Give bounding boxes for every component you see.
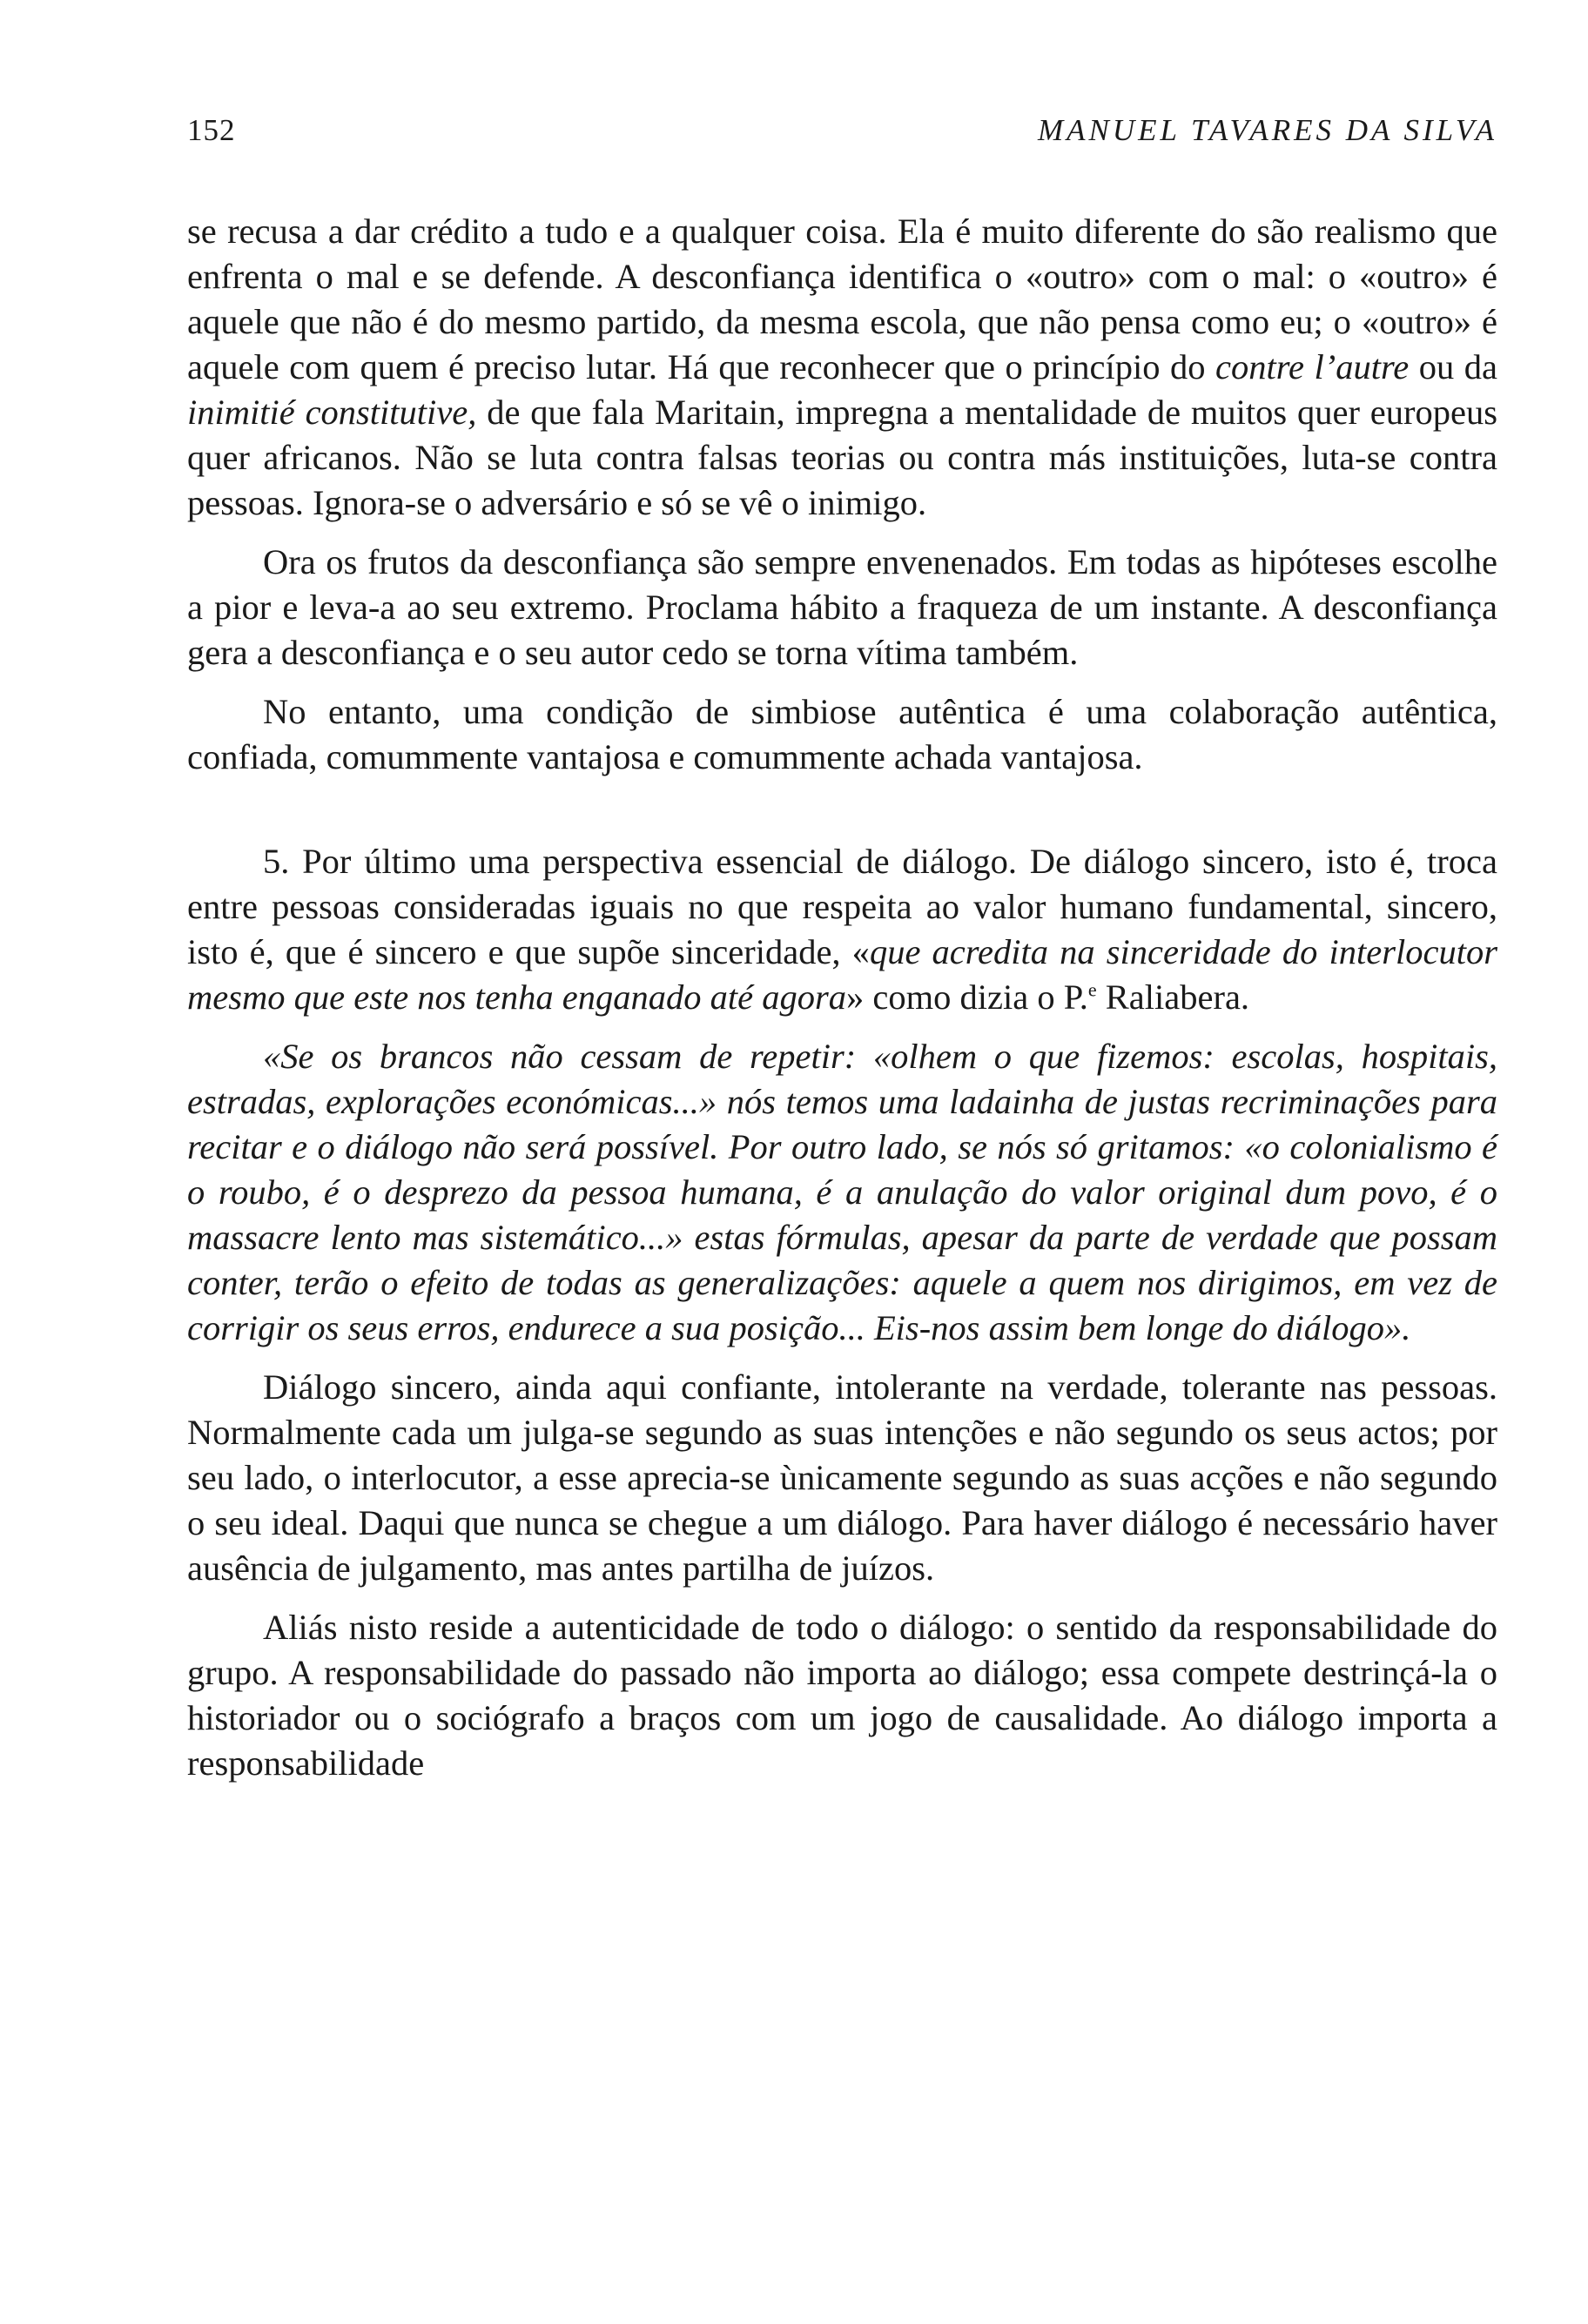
paragraph <box>187 209 1497 526</box>
text-run: de que fala Maritain, impregna a mentalidade de muitos quer europeus quer africanos. Não se luta contra falsas teorias ou contra más instituições, luta-se contra pessoas. Ignora-se o adversário e só se vê o inimigo. <box>187 393 1497 522</box>
italic-text: inimitié constitutive, <box>187 393 477 432</box>
italic-text: contre l’autre <box>1215 347 1410 386</box>
paragraph <box>187 689 1497 780</box>
paragraph <box>187 839 1497 1020</box>
body-text <box>187 209 1497 1800</box>
text-run: ou da <box>1409 347 1497 386</box>
italic-text: que acredita na sinceridade do interlocutor mesmo que este nos tenha enganado até agora <box>187 932 1497 1017</box>
paragraph <box>187 1365 1497 1591</box>
paragraph <box>187 1605 1497 1786</box>
text-run: Ora os frutos da desconfiança são sempre envenenados. Em todas as hipóteses escolhe a pior e leva-a ao seu extremo. Proclama hábito a fraqueza de um instante. A desconfiança gera a desconfiança e o seu autor cedo se torna vítima também. <box>187 542 1497 672</box>
text-run: Aliás nisto reside a autenticidade de todo o diálogo: o sentido da responsabilidade do grupo. A responsabilidade do passado não importa ao diálogo; essa compete destrinçá-la o historiador ou o sociógrafo a braços com um jogo de causalidade. Ao diálogo importa a responsabilidade <box>187 1608 1497 1783</box>
text-run: » como dizia o P. <box>846 977 1088 1017</box>
paragraph <box>187 540 1497 675</box>
running-head <box>187 113 1497 157</box>
paragraph <box>187 1034 1497 1351</box>
italic-text: «Se os brancos não cessam de repetir: «olhem o que fizemos: escolas, hospitais, estradas, explorações económicas...» nós temos uma ladainha de justas recriminações para recitar e o diálogo não será possível. Por outro lado, se nós só gritamos: «o colonialismo é o roubo, é o desprezo da pessoa humana, é a anulação do valor original dum povo, é o massacre lento mas sistemático...» estas fórmulas, apesar da parte de verdade que possam conter, terão o efeito de todas as generalizações: aquele a quem nos dirigimos, em vez de corrigir os seus erros, endurece a sua posição... Eis-nos assim bem longe do diálogo». <box>187 1037 1497 1347</box>
text-run: Raliabera. <box>1096 977 1250 1017</box>
superscript: e <box>1087 978 1097 1001</box>
text-run: No entanto, uma condição de simbiose autêntica é uma colaboração autêntica, confiada, comummente vantajosa e comummente achada vantajosa. <box>187 692 1497 776</box>
text-run: se recusa a dar crédito a tudo e a qualquer coisa. Ela é muito diferente do são realismo que enfrenta o mal e se defende. A desconfiança identifica o «outro» com o mal: o «outro» é aquele que não é do mesmo partido, da mesma escola, que não pensa como eu; o «outro» é aquele com quem é preciso lutar. Há que reconhecer que o princípio do <box>187 212 1497 386</box>
page-number: 152 <box>187 113 236 147</box>
running-head-author: MANUEL TAVARES DA SILVA <box>1037 113 1497 147</box>
text-run: 5. Por último uma perspectiva essencial de diálogo. De diálogo sincero, isto é, troca entre pessoas consideradas iguais no que respeita ao valor humano fundamental, sincero, isto é, que é sincero e que supõe sinceridade, « <box>187 842 1497 971</box>
text-run: Diálogo sincero, ainda aqui confiante, intolerante na verdade, tolerante nas pessoas. Normalmente cada um julga-se segundo as suas intenções e não segundo os seus actos; por seu lado, o interlocutor, a esse aprecia-se ùnicamente segundo as suas acções e não segundo o seu ideal. Daqui que nunca se chegue a um diálogo. Para haver diálogo é necessário haver ausência de julgamento, mas antes partilha de juízos. <box>187 1367 1497 1588</box>
